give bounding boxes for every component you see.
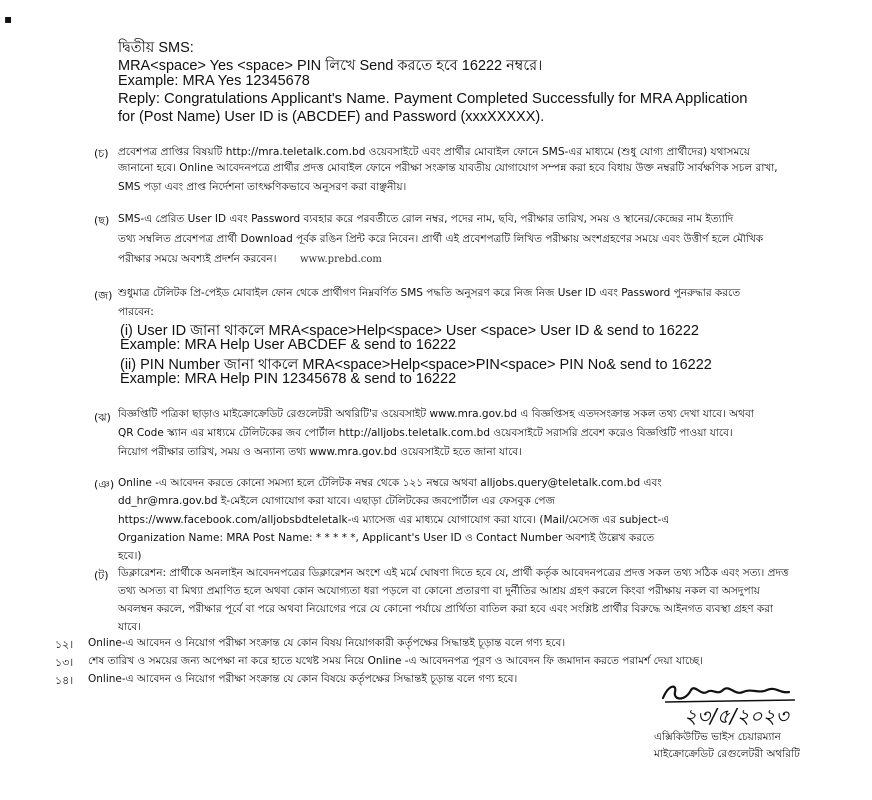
signatory-designation: এক্সিকিউটিভ ভাইস চেয়ারম্যান — [654, 731, 781, 743]
signature-date: ২৩/৫/২০২৩ — [684, 704, 789, 728]
item-line: পারবেন: — [118, 306, 154, 318]
clause-number: ১৩। — [55, 656, 74, 669]
item-marker: (ঝ) — [94, 411, 111, 424]
item-line: জানানো হবে। Online আবেদনপত্রে প্রার্থীর প্রদত্ত মোবাইল ফোনে পরীক্ষা সংক্রান্ত যাবতীয় যোগাযোগ সম্পন্ন করা হবে বিধায় উক্ত নম্বরটি সার্বক্ষণিক সচল রাখা, — [118, 162, 778, 174]
item-line: Online -এ আবেদন করতে কোনো সমস্যা হলে টেলিটক নম্বর থেকে ১২১ নম্বরে অথবা alljobs.query@teletalk.com.bd এবং — [118, 477, 662, 489]
clause-number: ১২। — [55, 638, 74, 651]
item-line: ডিক্লারেশন: প্রার্থীকে অনলাইন আবেদনপত্রের ডিক্লারেশন অংশে এই মর্মে ঘোষণা দিতে হবে যে, প্রার্থী কর্তৃক আবেদনপত্রের প্রদত্ত সকল তথ্য সঠিক এবং সত্য। প্রদত্ত — [118, 567, 789, 579]
item-marker: (জ) — [94, 289, 113, 302]
item-marker: (চ) — [94, 147, 109, 160]
item-line: তথ্য অসত্য বা মিথ্যা প্রমাণিত হলে অথবা কোন অযোগ্যতা ধরা পড়লে বা কোনো প্রতারণা বা দুর্নীতির আশ্রয় গ্রহণ করলে কিংবা পরীক্ষায় নকল বা অসদুপায় — [118, 585, 760, 597]
clause-text: Online-এ আবেদন ও নিয়োগ পরীক্ষা সংক্রান্ত যে কোন বিষয় নিয়োগকারী কর্তৃপক্ষের সিদ্ধান্তই চূড়ান্ত বলে গণ্য হবে। — [88, 637, 566, 649]
clause-number: ১৪। — [55, 674, 74, 687]
item-line: তথ্য সম্বলিত প্রবেশপত্র প্রার্থী Download পূর্বক রঙিন প্রিন্ট করে নিবেন। প্রার্থী এই প্রবেশপত্রটি লিখিত পরীক্ষায় অংশগ্রহণের সময়ে এবং উত্তীর্ণ হলে মৌখিক — [118, 233, 764, 245]
item-line: যাবে। — [118, 621, 141, 633]
watermark-text: www.prebd.com — [300, 254, 382, 265]
item-line: পরীক্ষার সময়ে অবশ্যই প্রদর্শন করবেন। — [118, 253, 277, 265]
item-line: Organization Name: MRA Post Name: * * * * *, Applicant's User ID ও Contact Number অবশ্যই উল্লেখ করতে — [118, 532, 655, 544]
item-line: SMS পড়া এবং প্রাপ্ত নির্দেশনা তাৎক্ষণিকভাবে অনুসরণ করা বাঞ্ছনীয়। — [118, 181, 407, 193]
item-line: হবে।) — [118, 550, 142, 562]
item-text: প্রবেশপত্র প্রাপ্তির বিষয়টি http://mra.teletalk.com.bd ওয়েবসাইটে এবং প্রার্থীর মোবাইল ফোনে SMS-এর মাধ্যমে (শুধু যোগ্য প্রার্থীদের) যথাসময়ে — [118, 146, 750, 158]
recover-pin-example: Example: MRA Help PIN 12345678 & send to 16222 — [120, 371, 457, 387]
item-line: QR Code স্ক্যান এর মাধ্যমে টেলিটকের জব পোর্টাল http://alljobs.teletalk.com.bd ওয়েবসাইটে সরাসরি প্রবেশ করেও বিজ্ঞপ্তিটি পাওয়া যাবে। — [118, 427, 733, 439]
item-line: dd_hr@mra.gov.bd ই-মেইলে যোগাযোগ করা যাবে। এছাড়া টেলিটকের জবপোর্টাল এর ফেসবুক পেজ — [118, 495, 555, 507]
signatory-organization: মাইক্রোক্রেডিট রেগুলেটরী অথরিটি — [654, 748, 800, 760]
second-sms-format: MRA<space> Yes <space> PIN লিখে Send করতে হবে 16222 নম্বরে। — [118, 58, 543, 74]
stray-mark: ▪ — [4, 12, 13, 26]
item-line: অবলম্বন করলে, পরীক্ষার পূর্বে বা পরে অথবা নিয়োগের পরে যে কোনো পর্যায়ে প্রার্থিতা বাতিল করা হবে এবং সংশ্লিষ্ট প্রার্থীর বিরুদ্ধে আইনগত ব্যবস্থা গ্রহণ করা — [118, 603, 774, 615]
second-sms-example: Example: MRA Yes 12345678 — [118, 73, 310, 89]
clause-text: শেষ তারিখ ও সময়ের জন্য অপেক্ষা না করে হাতে যথেষ্ট সময় নিয়ে Online -এ আবেদনপত্র পূরণ ও আবেদন ফি জমাদান করতে পরামর্শ দেয়া যাচ্ছে। — [88, 655, 703, 667]
second-sms-heading: দ্বিতীয় SMS: — [118, 40, 194, 56]
second-sms-reply: Reply: Congratulations Applicant's Name. Payment Completed Successfully for MRA Application — [118, 91, 748, 107]
item-marker: (ঞ) — [94, 478, 115, 491]
item-line: নিয়োগ পরীক্ষার তারিখ, সময় ও অন্যান্য তথ্য www.mra.gov.bd ওয়েবসাইটে হতে জানা যাবে। — [118, 446, 522, 458]
item-line: SMS-এ প্রেরিত User ID এবং Password ব্যবহার করে পরবর্তীতে রোল নম্বর, পদের নাম, ছবি, পরীক্ষার তারিখ, সময় ও স্থানের/কেন্দ্রের নাম ইত্যাদি — [118, 213, 734, 225]
item-line — [118, 143, 750, 162]
recover-user-id-format: (i) User ID জানা থাকলে MRA<space>Help<space> User <space> User ID & send to 16222 — [120, 323, 699, 339]
item-line: বিজ্ঞপ্তিটি পত্রিকা ছাড়াও মাইক্রোক্রেডিট রেগুলেটরী অথরিটি'র ওয়েবসাইট www.mra.gov.bd এ বিজ্ঞপ্তিসহ এতদসংক্রান্ত সকল তথ্য দেখা যাবে। অথবা — [118, 408, 754, 420]
item-line: https://www.facebook.com/alljobsbdteletalk-এ ম্যাসেজ এর মাধ্যমে যোগাযোগ করা যাবে। (Mail/মেসেজ এর subject-এ — [118, 514, 670, 526]
item-line: শুধুমাত্র টেলিটক প্রি-পেইড মোবাইল ফোন থেকে প্রার্থীগণ নিম্নবর্ণিত SMS পদ্ধতি অনুসরণ করে নিজ নিজ User ID এবং Password পুনরুদ্ধার করতে — [118, 287, 741, 299]
item-marker: (ছ) — [94, 214, 110, 227]
second-sms-reply-cont: for (Post Name) User ID is (ABCDEF) and Password (xxxXXXXX). — [118, 109, 545, 125]
clause-text: Online-এ আবেদন ও নিয়োগ পরীক্ষা সংক্রান্ত যে কোন বিষয়ে কর্তৃপক্ষের সিদ্ধান্তই চূড়ান্ত বলে গণ্য হবে। — [88, 673, 518, 685]
recover-pin-format: (ii) PIN Number জানা থাকলে MRA<space>Help<space>PIN<space> PIN No& send to 16222 — [120, 357, 712, 373]
recover-user-id-example: Example: MRA Help User ABCDEF & send to 16222 — [120, 337, 457, 353]
item-marker: (ট) — [94, 569, 109, 582]
